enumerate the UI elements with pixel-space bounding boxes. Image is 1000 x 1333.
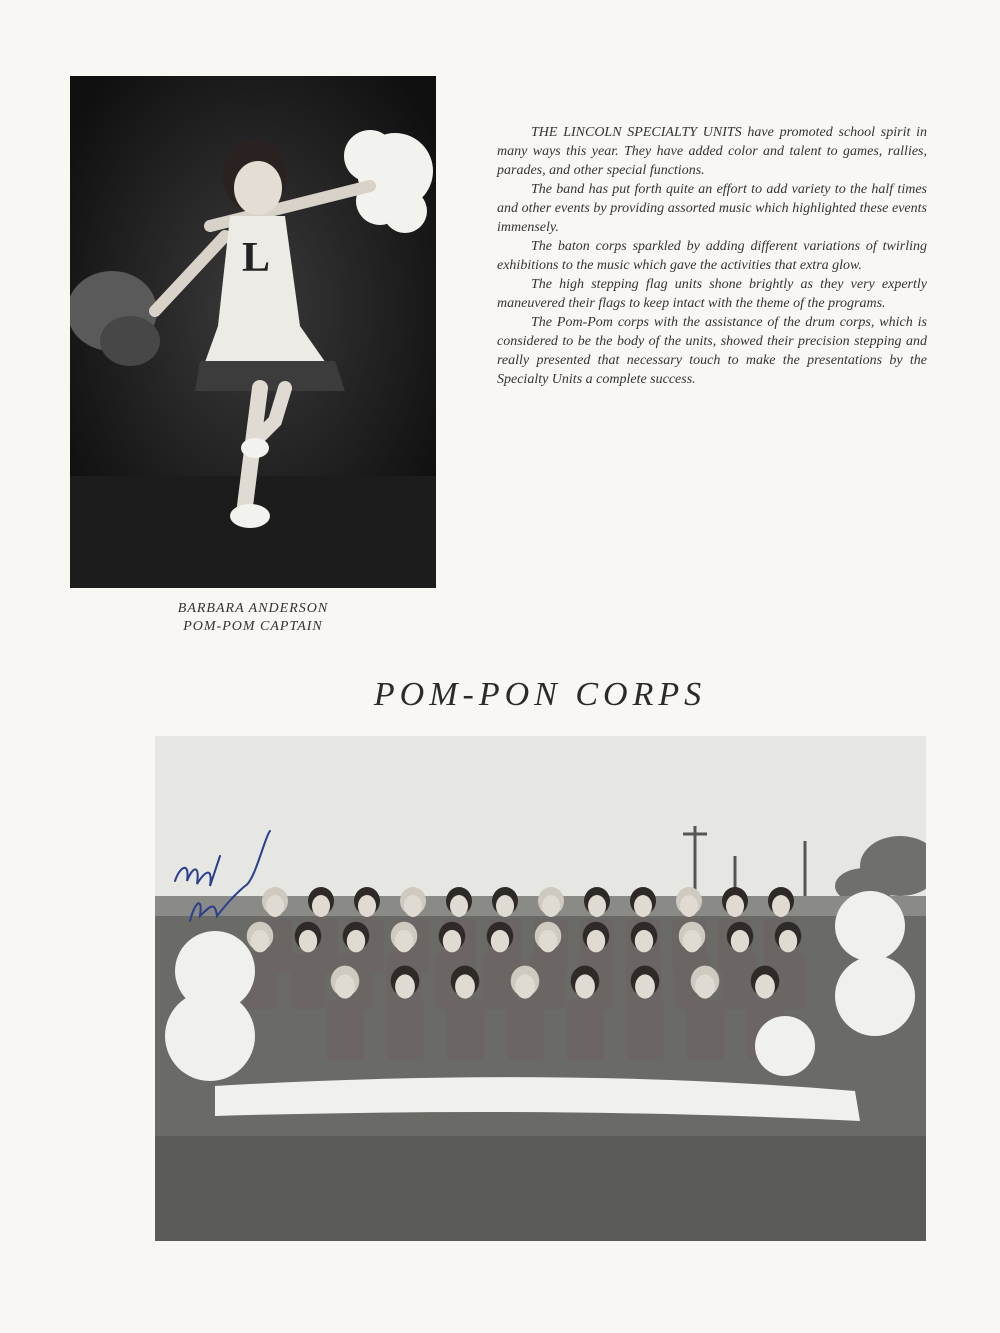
captain-name: BARBARA ANDERSON bbox=[177, 601, 329, 616]
group-photo bbox=[155, 736, 926, 1241]
corps-member-figure bbox=[446, 966, 483, 1061]
corps-member-figure bbox=[771, 922, 806, 1010]
article-paragraph: The band has put forth quite an effort to add variety to the half times and other events by providing assorted music which highlighted these events immensely. bbox=[497, 182, 927, 235]
section-title: POM-PON CORPS bbox=[373, 676, 707, 713]
corps-member-figure bbox=[686, 966, 723, 1061]
captain-photo-illustration bbox=[70, 76, 436, 588]
corps-member-figure bbox=[531, 922, 566, 1010]
svg-text:L: L bbox=[241, 235, 271, 281]
group-photo-illustration bbox=[155, 736, 926, 1241]
captain-caption bbox=[70, 600, 436, 636]
corps-member-figure bbox=[723, 922, 758, 1010]
corps-member-figure bbox=[326, 966, 363, 1061]
corps-member-figure bbox=[386, 966, 423, 1061]
article-paragraph: The high stepping flag units shone brightly as they very expertly maneuvered their flags to keep intact with the theme of the programs. bbox=[497, 277, 927, 311]
article-text bbox=[497, 123, 927, 389]
corps-member-figure bbox=[291, 922, 326, 1010]
article-paragraph: The Pom-Pom corps with the assistance of the drum corps, which is considered to be the body of the units, showed their precision stepping and really presented that necessary touch to make the presentations by the Specialty Units a complete success. bbox=[497, 315, 927, 387]
pom-pom bbox=[835, 956, 915, 1036]
pom-pom bbox=[755, 1016, 815, 1076]
corps-member-figure bbox=[626, 966, 663, 1061]
captain-photo bbox=[70, 76, 436, 588]
article-paragraph: The baton corps sparkled by adding different variations of twirling exhibitions to the music which gave the activities that extra glow. bbox=[497, 239, 927, 273]
captain-role: POM-POM CAPTAIN bbox=[183, 619, 323, 634]
pom-pom bbox=[835, 891, 905, 961]
corps-member-figure bbox=[566, 966, 603, 1061]
pom-pom bbox=[165, 991, 255, 1081]
corps-member-figure bbox=[506, 966, 543, 1061]
corps-member-figure bbox=[483, 922, 518, 1010]
article-paragraph: THE LINCOLN SPECIALTY UNITS have promoted school spirit in many ways this year. They have added color and talent to games, rallies, parades, and other special functions. bbox=[497, 125, 927, 178]
